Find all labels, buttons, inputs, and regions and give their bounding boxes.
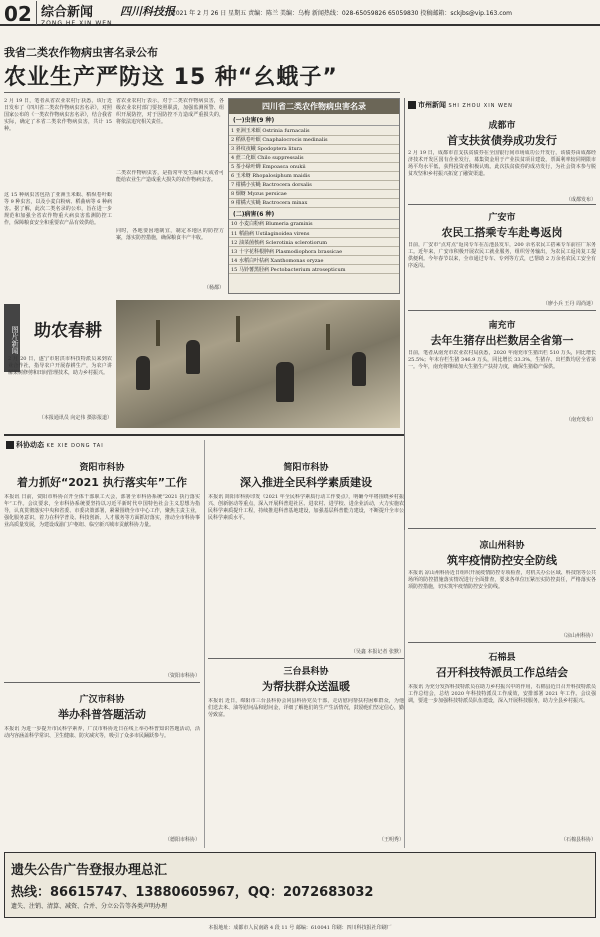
- table-row: 5 茶小绿叶蝉 Empoasca onukii: [229, 162, 399, 171]
- lead-paragraph: 同时，各地要因地制宜，制定本地区的防控方案，落实防控措施，确保粮食丰产丰收。: [116, 228, 224, 241]
- article-kicker: 广汉市科协: [79, 695, 125, 705]
- lead-source: （杨都）: [203, 285, 224, 291]
- table-row: 15 马铃薯黑胫病 Pectobacterium atrosepticum: [229, 265, 399, 274]
- article-kicker: 凉山州科协: [479, 541, 525, 551]
- header-meta: 2021 年 2 月 26 日 星期五 责编：陈兰 美编：乌梅 新闻热线：028-65059826 65059830 投稿邮箱：sckjbs@vip.163.com: [172, 10, 513, 17]
- photo-feature-headline: 助农春耕: [34, 321, 102, 341]
- page-number: 02: [4, 2, 32, 26]
- chengdu-headline: 首支扶贫债券成功发行: [447, 134, 557, 147]
- section-title: 综合新闻: [41, 5, 94, 20]
- article-source: （吴鑫 本报记者 张默）: [350, 649, 404, 655]
- article-headline: 为帮扶群众送温暖: [262, 680, 350, 693]
- article-source: （石棉县科协）: [560, 837, 596, 843]
- table-row: 14 水稻白叶枯病 Xanthomonas oryzae: [229, 256, 399, 265]
- section-pinyin: ZONG HE XIN WEN: [41, 20, 113, 27]
- nanchong-source: （南充发布）: [565, 417, 596, 423]
- tech-section-label: 科协动态 KE XIE DONG TAI: [6, 440, 104, 450]
- table-row: 4 蔗二化螟 Chilo suppressalis: [229, 153, 399, 162]
- chengdu-text: 2 月 19 日，成都市首支扶贫债券在全国银行间市场成功公开发行，该债券由成都经济技术开发区国有企业发行，募集资金用于产业扶贫项目建设，票面利率较同期限市场平均水平低，获得投资者积极认购。此次扶贫债券的成功发行，为社会资本参与脱贫攻坚和乡村振兴拓宽了融资渠道。: [408, 150, 596, 177]
- article-source: （王明秀）: [378, 837, 404, 843]
- article-text: 本报讯 日前，资阳市科协召开全体干部职工大会，部署全市科协系统“2021 执行落实年”工作。会议要求，全市科协系统要坚持以习近平新时代中国特色社会主义思想为指导，认真贯彻落实中央和省委、市委决策部署，紧紧围绕全市中心工作，聚焦主责主业，强化服务意识，着力在科学普及、科技创新、人才服务等方面抓好落实，推动全市科协事业高质量发展，为建设成渝门户枢纽、临空新兴城市贡献科协力量。: [4, 494, 200, 528]
- guangan-kicker: 广安市: [488, 213, 516, 223]
- lead-paragraph: 2 月 19 日，笔者从省农业农村厅获悉，该厅近日发布了《四川省二类农作物病虫害名录》，对照国家公布的《一类农作物病虫害名录》，结合我省实际，确定了本省二类农作物病虫害，共计 15 种。: [4, 98, 112, 132]
- ad-title: 遗失公告广告登报办理总汇: [11, 863, 168, 878]
- page-footer: 本报地址：成都市人民南路 4 段 11 号 邮编：610041 印刷：四川科技报社印刷厂: [208, 925, 392, 931]
- photo-feature-label: 图片新闻: [4, 304, 20, 372]
- article-headline: 深入推进全民科学素质建设: [240, 476, 372, 489]
- pest-group-diseases: (二)病害(6 种): [229, 208, 399, 220]
- pest-group-insects: (一)虫害(9 种): [229, 114, 399, 126]
- lead-paragraph: 二类农作物病虫害，是指常年发生面积大或者可能给农业生产造成重大损失的农作物病虫害。: [116, 170, 224, 183]
- lead-headline: 农业生产严防这 15 种“幺蛾子”: [4, 65, 338, 90]
- table-row: 11 稻曲病 Ustilaginoidea virens: [229, 229, 399, 238]
- ad-phone: 热线：86615747、13880605967，QQ：2072683032: [11, 885, 374, 900]
- table-row: 10 小麦白粉病 Blumeria graminis: [229, 220, 399, 229]
- ad-fine-print: 遗失、注销、清算、减资、合并、分立公告等各类声明办理: [11, 903, 168, 910]
- article-text: 本报讯 凉山州科协近日组织开展疫情防控专项检查，对机关办公区域、科技馆等公共场所的防控措施落实情况进行全面排查，要求各单位压紧压实防控责任，严格落实各项防控措施，切实筑牢疫情防控安全防线。: [408, 570, 596, 590]
- lead-kicker: 我省二类农作物病虫害名录公布: [4, 46, 158, 59]
- article-kicker: 简阳市科协: [283, 463, 329, 473]
- article-text: 本报讯 为充分发挥科技特派员在助力乡村振兴中的作用，石棉县近日召开科技特派员工作总结会，总结 2020 年科技特派员工作成效，安排部署 2021 年工作。会议强调，要进一步加强科技特派员队伍建设，深入开展科技服务，助力全县乡村振兴。: [408, 684, 596, 704]
- photo-credit: （本报通讯员 向定伟 摄影报道）: [38, 415, 112, 421]
- chengdu-source: （成都发布）: [565, 197, 596, 203]
- photo-caption: 2 月 20 日，遂宁市射洪市科技特派员来到农业合作社，指导农户开展春耕生产，为农户讲解果树修剪和田间管理技术，助力乡村振兴。: [8, 356, 112, 376]
- table-row: 12 油菜菌核病 Sclerotinia sclerotiorum: [229, 238, 399, 247]
- nanchong-headline: 去年生猪存出栏数居全省第一: [430, 334, 574, 347]
- article-text: 本报讯 为进一步提升市民科学素养，广汉市科协近日在线上举办科普知识答题活动，活动内容涵盖科学常识、卫生健康、防灾减灾等，吸引了众多市民踊跃参与。: [4, 726, 200, 739]
- table-row: 2 稻纵卷叶螟 Cnaphalocrocis medinalis: [229, 135, 399, 144]
- pest-table-title: 四川省二类农作物病虫害名录: [229, 99, 399, 114]
- guangan-headline: 农民工搭乘专车赴粤返岗: [441, 226, 563, 239]
- article-headline: 召开科技特派员工作总结会: [436, 666, 568, 679]
- farm-photo: [116, 300, 400, 428]
- table-row: 6 玉米蚜 Rhopalosiphum maidis: [229, 171, 399, 180]
- section-marker-icon: [408, 101, 416, 109]
- nanchong-kicker: 南充市: [488, 321, 516, 331]
- nanchong-text: 日前，笔者从南充市农业农村局获悉，2020 年南充市生猪出栏 510 万头，同比增长 25.5%；年末存栏生猪 346.9 万头，同比增长 33.3%，生猪存、出栏数均居全省第一。今年，南充将继续加大生猪生产扶持力度，确保生猪稳产保供。: [408, 350, 596, 370]
- section-title-box: [36, 1, 118, 25]
- table-row: 13 十字花科根肿病 Plasmodiophora brassicae: [229, 247, 399, 256]
- masthead-logo: 四川科技报: [120, 5, 175, 18]
- article-source: （德阳市科协）: [164, 837, 200, 843]
- guangan-text: 日前，广安市“点对点”返岗专车在岳池县发车，200 余名农民工搭乘专车前往广东务工。近年来，广安市积极开展农民工就业服务，组织劳务输出，为农民工返岗复工提供便利。今年春节以来，全市通过专车、专列等方式，已帮助 2 万余名农民工安全有序返岗。: [408, 242, 596, 269]
- lead-column-1: [4, 98, 112, 290]
- article-source: （资阳市科协）: [164, 673, 200, 679]
- table-row: 9 柑橘大实蝇 Bactrocera minax: [229, 198, 399, 207]
- disease-table: [229, 220, 399, 275]
- table-row: 8 烟蚜 Myzus persicae: [229, 189, 399, 198]
- pest-table-box: [228, 98, 400, 294]
- article-kicker: 石棉县: [488, 653, 516, 663]
- article-headline: 举办科普答题活动: [58, 708, 146, 721]
- guangan-source: （廖小兵 王丹 周尚迷）: [542, 301, 596, 307]
- section-marker-icon: [6, 441, 14, 449]
- article-headline: 筑牢疫情防控安全防线: [447, 554, 557, 567]
- table-row: 3 斜纹夜蛾 Spodoptera litura: [229, 144, 399, 153]
- table-row: 1 亚洲玉米螟 Ostrinia furnacalis: [229, 126, 399, 135]
- insect-table: [229, 126, 399, 208]
- article-text: 本报讯 简阳市科协印发《2021 年全民科学素质行动工作要点》，明确今年将围绕乡村振兴、创新驱动等重点，深入开展科普进社区、进农村、进学校、进企业活动，大力实施农民科学素质提升工程，持续推进科普基地建设，加强基层科普能力建设，不断提升全市公民科学素质水平。: [208, 494, 404, 521]
- table-row: 7 柑橘小实蝇 Bactrocera dorsalis: [229, 180, 399, 189]
- classified-ad: [4, 852, 596, 918]
- lead-paragraph: 这 15 种病虫害包括了亚洲玉米螟、稻纵卷叶螟等 9 种虫害，以及小麦白粉病、稻曲病等 6 种病害。据了解，此次二类名录的公布，旨在进一步规范和加强全省农作物重大病虫害监测防控工作，保障粮食安全和重要农产品有效供给。: [4, 192, 112, 226]
- lead-paragraph: 省农业农村厅表示，对于二类农作物病虫害，各级农业农村部门要按照职责，加强监测预警、组织开展防控，对于因防控不力造成严重损失的，将依法追究相关责任。: [116, 98, 224, 125]
- article-source: （凉山州科协）: [560, 633, 596, 639]
- city-news-label: 市州新闻 SHI ZHOU XIN WEN: [408, 100, 513, 110]
- article-text: 本报讯 近日，绵阳市三台县科协会同县科协党员干部，走访慰问帮扶村困难群众，为他们送去米、油等慰问品和慰问金，详细了解他们的生产生活情况，鼓励他们坚定信心，勤劳致富。: [208, 698, 404, 718]
- chengdu-kicker: 成都市: [488, 121, 516, 131]
- article-kicker: 资阳市科协: [79, 463, 125, 473]
- lead-column-2: [116, 98, 224, 298]
- article-headline: 着力抓好“2021 执行落实年”工作: [17, 476, 187, 489]
- article-kicker: 三台县科协: [283, 667, 329, 677]
